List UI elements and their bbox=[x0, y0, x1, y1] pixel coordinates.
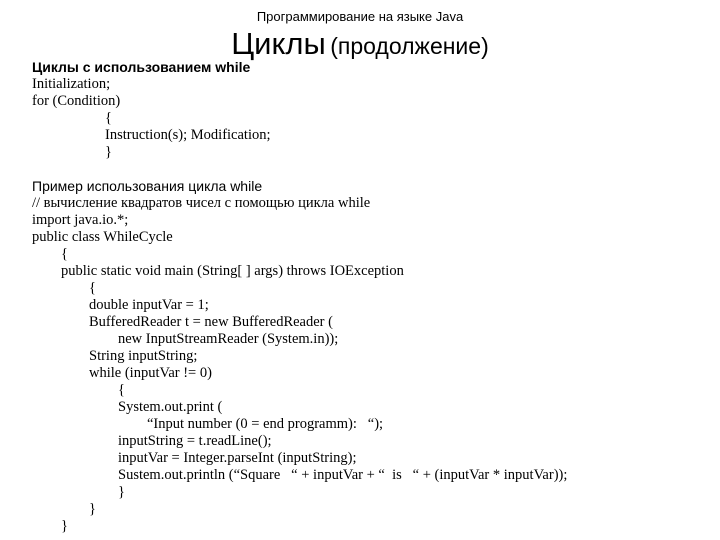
code-line: System.out.print ( bbox=[118, 399, 223, 415]
section1-heading: Циклы с использованием while bbox=[32, 59, 251, 75]
code-line: { bbox=[118, 382, 125, 398]
code-line: while (inputVar != 0) bbox=[89, 365, 212, 381]
code-line: } bbox=[118, 484, 125, 500]
code-line: inputVar = Integer.parseInt (inputString); bbox=[118, 450, 357, 466]
code-line: { bbox=[61, 246, 68, 262]
code-line: import java.io.*; bbox=[32, 212, 129, 228]
code-comment: // вычисление квадратов чисел с помощью цикла while bbox=[32, 195, 371, 211]
code-line: String inputString; bbox=[89, 348, 198, 364]
code-line: for (Condition) bbox=[32, 93, 121, 109]
code-line: Instruction(s); Modification; bbox=[105, 127, 271, 143]
code-line: } bbox=[105, 144, 112, 160]
code-line: { bbox=[89, 280, 96, 296]
code-line: inputString = t.readLine(); bbox=[118, 433, 272, 449]
course-header: Программирование на языке Java bbox=[256, 9, 464, 24]
code-line: { bbox=[105, 110, 112, 126]
slide-title-main: Циклы bbox=[231, 26, 326, 61]
code-line: Sustem.out.println (“Square “ + inputVar + “ is “ + (inputVar * inputVar)); bbox=[118, 467, 568, 483]
code-line: BufferedReader t = new BufferedReader ( bbox=[89, 314, 333, 330]
code-line: } bbox=[89, 501, 96, 517]
code-line: Initialization; bbox=[32, 76, 111, 92]
code-line: “Input number (0 = end programm): “); bbox=[147, 416, 384, 432]
spacer bbox=[32, 161, 712, 178]
code-line: } bbox=[61, 518, 68, 534]
code-line: public static void main (String[ ] args) throws IOException bbox=[61, 263, 404, 279]
code-line: new InputStreamReader (System.in)); bbox=[118, 331, 339, 347]
slide-title-sub: (продолжение) bbox=[330, 33, 489, 59]
code-line: public class WhileCycle bbox=[32, 229, 173, 245]
code-line: double inputVar = 1; bbox=[89, 297, 209, 313]
section2-heading: Пример использования цикла while bbox=[32, 178, 263, 194]
slide-body bbox=[32, 59, 712, 535]
